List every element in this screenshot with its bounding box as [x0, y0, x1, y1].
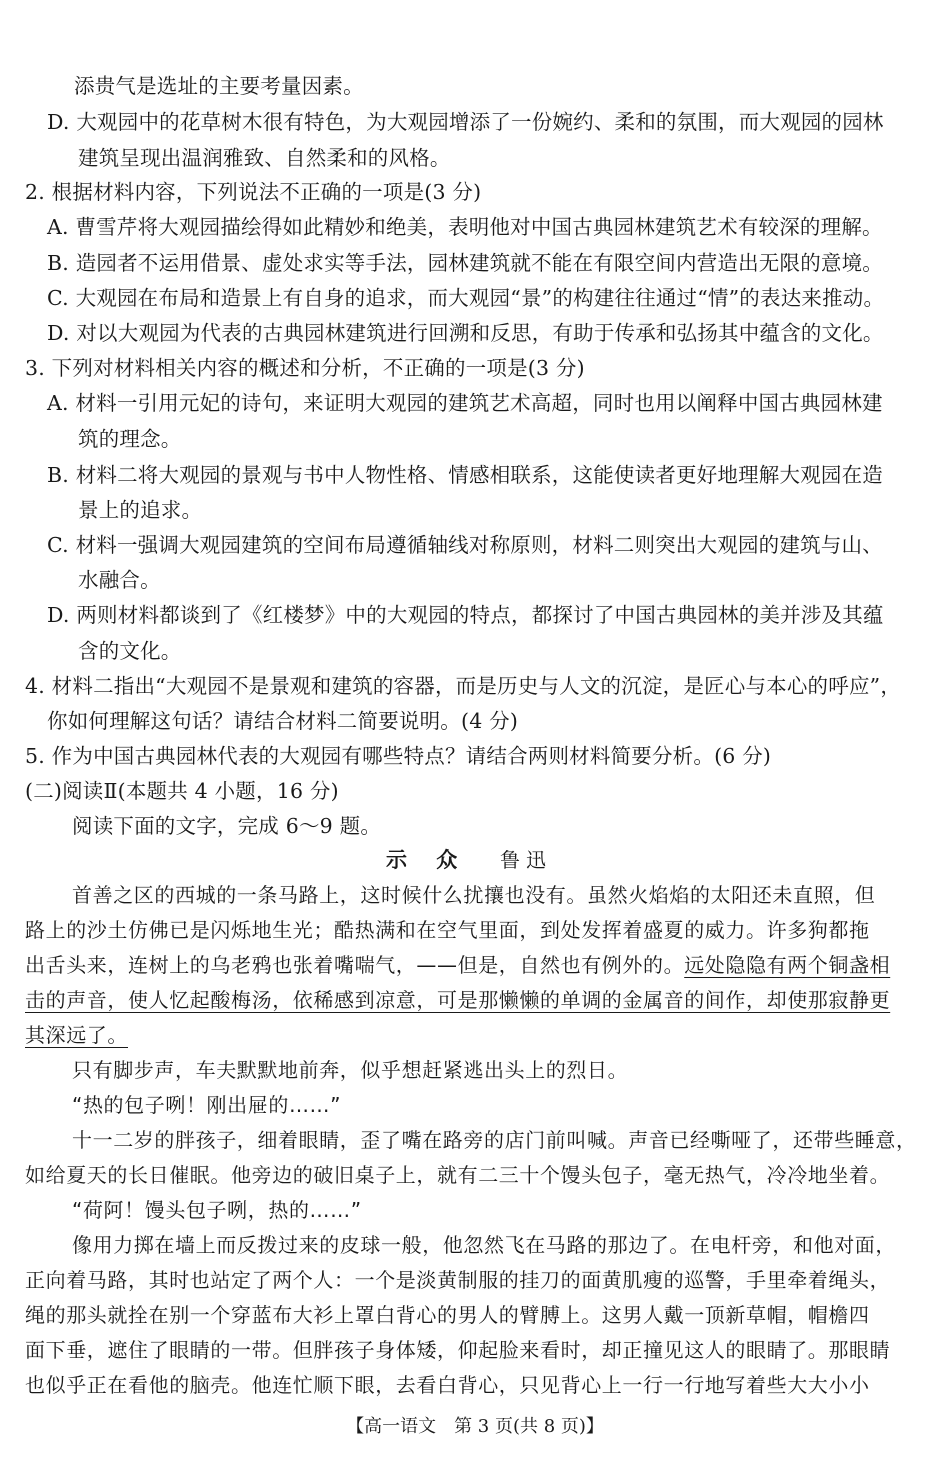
story-p6-line5: 也似乎正在看他的脑壳。他连忙顺下眼，去看白背心，只见背心上一行一行地写着些大大小小	[25, 1373, 870, 1397]
reading2-heading: (二)阅读Ⅱ(本题共 4 小题，16 分)	[25, 779, 339, 803]
story-p1-line2: 路上的沙土仿佛已是闪烁地生光；酷热满和在空气里面，到处发挥着盛夏的威力。许多狗都拖	[25, 918, 870, 942]
story-p1-line4-underlined: 击的声音，使人忆起酸梅汤，依稀感到凉意，可是那懒懒的单调的金属音的间作，却使那寂静更	[25, 988, 891, 1012]
q2-option-b: B. 造园者不运用借景、虚处求实等手法，园林建筑就不能在有限空间内营造出无限的意境。	[47, 251, 883, 275]
story-p1-line5-underlined: 其深远了。	[25, 1023, 128, 1047]
story-p3: “热的包子咧！刚出屉的……”	[72, 1093, 342, 1117]
story-title: 示 众	[386, 847, 458, 872]
q3-option-a-line2: 筑的理念。	[78, 427, 182, 451]
story-p6-line2: 正向着马路，其时也站定了两个人：一个是淡黄制服的挂刀的面黄肌瘦的巡警，手里牵着绳头，	[25, 1268, 891, 1292]
story-p5: “荷阿！馒头包子咧，热的……”	[72, 1198, 362, 1222]
story-p6-line4: 面下垂，遮住了眼睛的一带。但胖孩子身体矮，仰起脸来看时，却正撞见这人的眼睛了。那眼睛	[25, 1338, 891, 1362]
story-p1-line3	[25, 951, 890, 979]
q3-option-d-line1: D. 两则材料都谈到了《红楼梦》中的大观园的特点，都探讨了中国古典园林的美并涉及其蕴	[47, 603, 884, 627]
story-p6-line3: 绳的那头就拴在别一个穿蓝布大衫上罩白背心的男人的臂膊上。这男人戴一顶新草帽，帽檐四	[25, 1303, 870, 1327]
story-p4-line2: 如给夏天的长日催眠。他旁边的破旧桌子上，就有二三十个馒头包子，毫无热气，冷冷地坐着。	[25, 1163, 891, 1187]
story-p2: 只有脚步声，车夫默默地前奔，似乎想赶紧逃出头上的烈日。	[72, 1058, 629, 1082]
q5-stem: 5. 作为中国古典园林代表的大观园有哪些特点？请结合两则材料简要分析。(6 分)	[25, 744, 772, 768]
q3-option-c-line2: 水融合。	[78, 568, 161, 592]
story-author: 鲁迅	[500, 848, 552, 872]
page-footer: 【高一语文 第 3 页(共 8 页)】	[346, 1416, 604, 1437]
q2-option-c: C. 大观园在布局和造景上有自身的追求，而大观园“景”的构建往往通过“情”的表达来推动。	[47, 286, 885, 310]
story-p1-line3-underlined: 远处隐隐有两个铜盏相	[684, 953, 891, 977]
q3-option-b-line2: 景上的追求。	[78, 498, 203, 522]
q1-option-d-line2: 建筑呈现出温润雅致、自然柔和的风格。	[78, 146, 451, 170]
q4-stem-line2: 你如何理解这句话？请结合材料二简要说明。(4 分)	[47, 709, 519, 733]
story-p1-line3-plain: 出舌头来，连树上的乌老鸦也张着嘴喘气，——但是，自然也有例外的。	[25, 953, 685, 977]
q1-continued-text: 添贵气是选址的主要考量因素。	[74, 74, 364, 98]
story-p6-line1: 像用力掷在墙上而反拨过来的皮球一般，他忽然飞在马路的那边了。在电杆旁，和他对面，	[72, 1233, 896, 1257]
q3-option-c-line1: C. 材料一强调大观园建筑的空间布局遵循轴线对称原则，材料二则突出大观园的建筑与山、	[47, 533, 883, 557]
q2-option-d: D. 对以大观园为代表的古典园林建筑进行回溯和反思，有助于传承和弘扬其中蕴含的文化。	[47, 321, 884, 345]
q3-option-a-line1: A. 材料一引用元妃的诗句，来证明大观园的建筑艺术高超，同时也用以阐释中国古典园林建	[47, 391, 883, 415]
q2-stem: 2. 根据材料内容，下列说法不正确的一项是(3 分)	[25, 180, 482, 204]
story-p4-line1: 十一二岁的胖孩子，细着眼睛，歪了嘴在路旁的店门前叫喊。声音已经嘶哑了，还带些睡意，	[72, 1128, 917, 1152]
q3-option-d-line2: 含的文化。	[78, 639, 182, 663]
q4-stem-line1: 4. 材料二指出“大观园不是景观和建筑的容器，而是历史与人文的沉淀，是匠心与本心的呼应”，	[25, 674, 902, 698]
q2-option-a: A. 曹雪芹将大观园描绘得如此精妙和绝美，表明他对中国古典园林建筑艺术有较深的理解。	[47, 215, 883, 239]
q3-stem: 3. 下列对材料相关内容的概述和分析，不正确的一项是(3 分)	[25, 356, 585, 380]
q1-option-d-line1: D. 大观园中的花草树木很有特色，为大观园增添了一份婉约、柔和的氛围，而大观园的园林	[47, 110, 884, 134]
reading2-instruction: 阅读下面的文字，完成 6～9 题。	[72, 814, 382, 838]
q3-option-b-line1: B. 材料二将大观园的景观与书中人物性格、情感相联系，这能使读者更好地理解大观园在造	[47, 463, 883, 487]
story-p1-line1: 首善之区的西城的一条马路上，这时候什么扰攘也没有。虽然火焰焰的太阳还未直照，但	[72, 883, 876, 907]
